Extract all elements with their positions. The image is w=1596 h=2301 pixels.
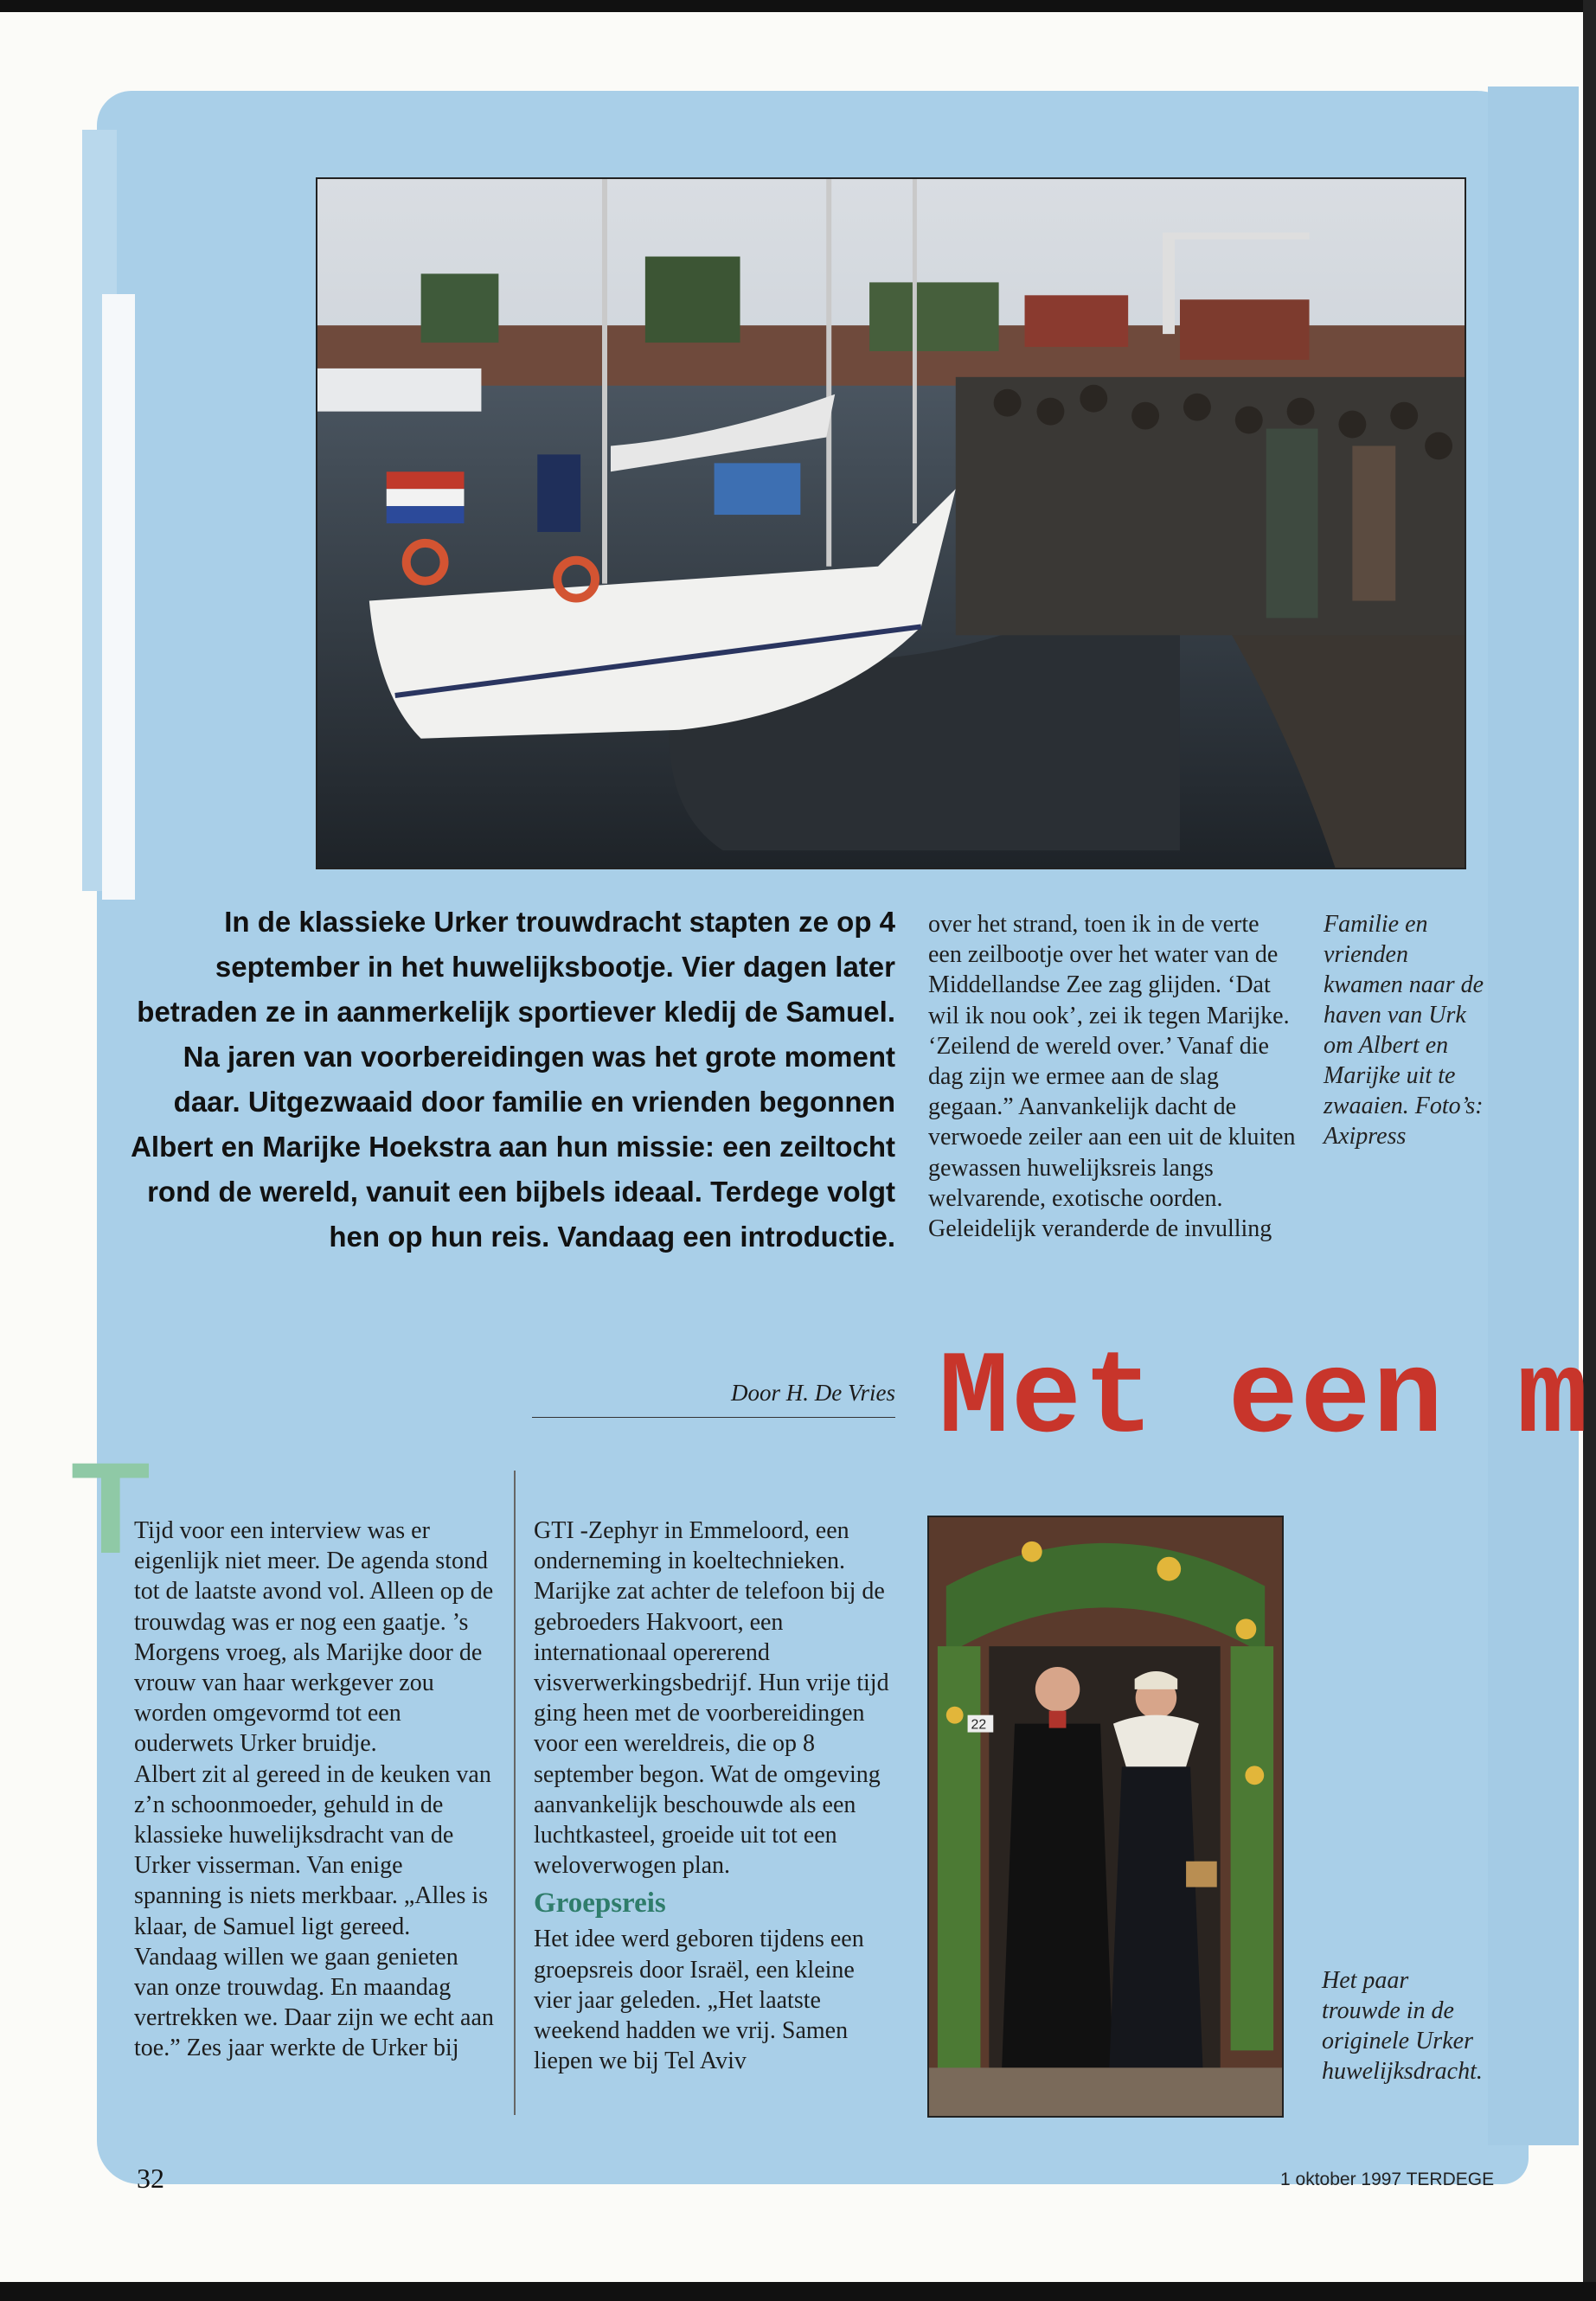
lead-paragraph: In de klassieke Urker trouwdracht stapten ze op 4 september in het huwelijksbootje. Vier dagen later betraden ze in aanmerkelijk sportiever kledij de Samuel. Na jaren van voorbereidingen was het grote moment daar. Uitgezwaaid door familie en vrienden begonnen Albert en Marijke Hoekstra aan hun missie: een zeiltocht rond de wereld, vanuit een bijbels ideaal. Terdege volgt hen op hun reis. Vandaag een introductie. — [131, 906, 895, 1253]
column-2-paragraph-2: Het idee werd geboren tijdens een groepsreis door Israël, een kleine vier jaar geleden. „Het laatste weekend hadden we vrij. Samen liepen we bij Tel Aviv — [534, 1926, 864, 2075]
white-brush-strip — [102, 294, 135, 900]
top-border — [0, 0, 1596, 12]
couple-photo-illustration — [929, 1517, 1282, 2116]
column-1-paragraph-2: Albert zit al gereed in de keuken van z’n schoonmoeder, gehuld in de klassieke huwelijksdracht van de Urker visserman. Van enige spanning is niets merkbaar. „Alles is klaar, de Samuel ligt gereed. Vandaag willen we gaan genieten van onze trouwdag. En maandag vertrekken we. Daar zijn we echt aan toe.” Zes jaar werkte de Urker bij — [134, 1760, 494, 2062]
headline: Met een m — [939, 1333, 1590, 1466]
column-1-paragraph-1: Tijd voor een interview was er eigenlijk niet meer. De agenda stond tot de laatste avond vol. Alleen op de trouwdag was er nog een gaatje. ’s Morgens vroeg, als Marijke door de vrouw van haar werkgever zou worden omgevormd tot een ouderwets Urker bruidje. — [134, 1517, 494, 1758]
column-2-paragraph-1: GTI -Zephyr in Emmeloord, een onderneming in koeltechnieken. Marijke zat achter de telefoon bij de gebroeders Hakvoort, een internationaal opererend visverwerkingsbedrijf. Hun vrije tijd ging heen met de voorbereidingen voor een wereldreis, die op 8 september begon. Wat de omgeving aanvankelijk beschouwde als een luchtkasteel, groeide uit tot een weloverwogen plan. — [534, 1517, 889, 1880]
house-number: 22 — [971, 1717, 987, 1733]
right-border — [1583, 0, 1596, 2301]
article-column-2 — [534, 1516, 893, 2076]
bottom-border — [0, 2282, 1596, 2301]
page-number: 32 — [137, 2163, 164, 2194]
caption-couple-photo: Het paar trouwde in de originele Urker huwelijksdracht. — [1322, 1967, 1483, 2085]
column-top-right-text: over het strand, toen ik in de verte een zeilbootje over het water van de Middellandse Zee zag glijden. ‘Dat wil ik nou ook’, zei ik tegen Marijke. ‘Zeilend de wereld over.’ Vanaf die dag zijn we ermee aan de slag gegaan.” Aanvankelijk dacht de verwoede zeiler aan een uit de kluiten gewassen huwelijksreis langs welvarende, exotische oorden. Geleidelijk veranderde de invulling — [928, 911, 1296, 1243]
subheading-groepsreis: Groepsreis — [534, 1888, 666, 1920]
article-column-1 — [134, 1516, 496, 2064]
column-divider — [514, 1471, 516, 2115]
column-top-right — [928, 909, 1298, 1244]
caption-harbor-photo: Familie en vrienden kwamen naar de haven van Urk om Albert en Marijke uit te zwaaien. Foto’s: Axipress — [1324, 911, 1484, 1150]
drop-cap: T — [71, 1435, 151, 1580]
harbor-photo-illustration — [317, 179, 1465, 868]
byline: Door H. De Vries — [532, 1380, 895, 1418]
couple-photo — [927, 1516, 1284, 2118]
blue-brush-right — [1488, 87, 1579, 2145]
harbor-photo — [316, 177, 1466, 869]
footer-date-publication: 1 oktober 1997 TERDEGE — [1280, 2170, 1495, 2189]
